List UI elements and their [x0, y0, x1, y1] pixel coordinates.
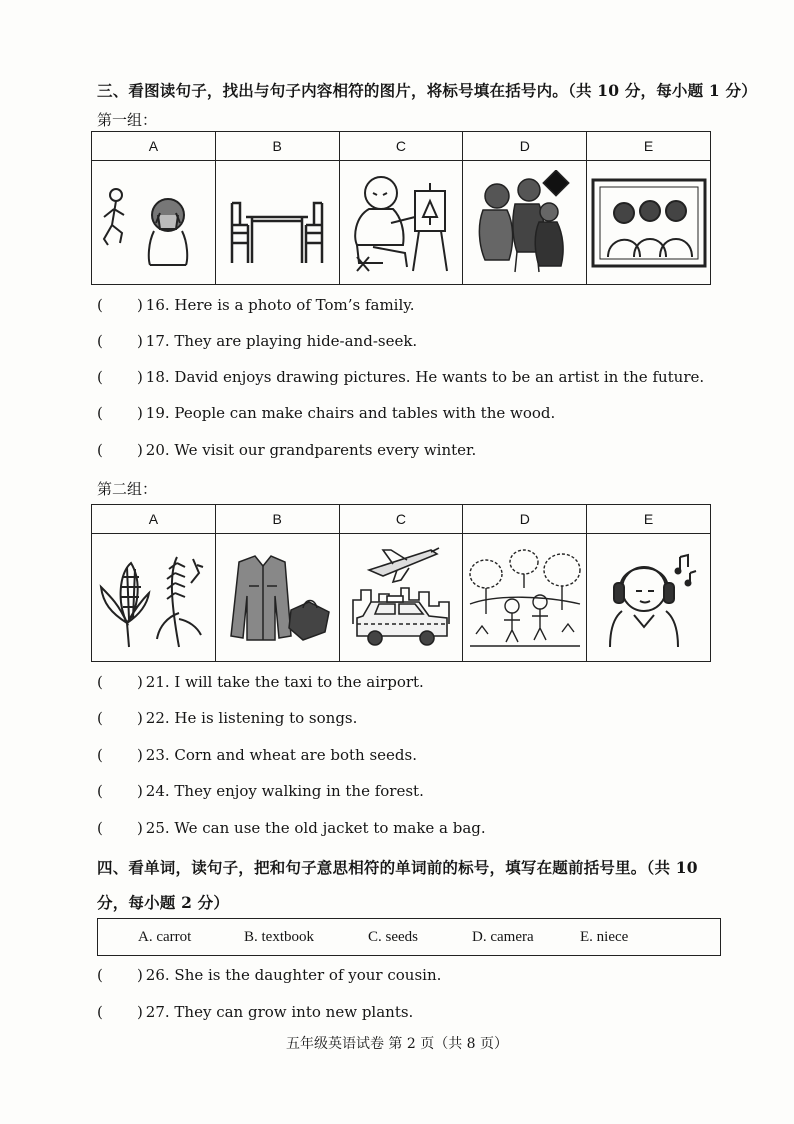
question-number: 23.	[145, 746, 170, 764]
answer-close: )	[137, 819, 143, 837]
question-23	[97, 746, 417, 766]
answer-close: )	[137, 404, 143, 422]
question-16	[97, 296, 415, 316]
section-4-title-line-1: 四、看单词，读句子，把和句子意思相符的单词前的标号，填写在题前括号里。（共 10	[97, 858, 698, 877]
grandparents-image	[463, 161, 587, 285]
group-1-picture-table	[91, 131, 711, 285]
answer-close: )	[137, 966, 143, 984]
question-text: I will take the taxi to the airport.	[174, 673, 424, 691]
word-option-b: B. textbook	[244, 929, 314, 945]
question-number: 26.	[145, 966, 170, 984]
question-24	[97, 782, 424, 802]
answer-close: )	[137, 673, 143, 691]
question-20	[97, 441, 476, 461]
word-option-a: A. carrot	[138, 929, 192, 945]
question-26	[97, 966, 441, 986]
answer-blank[interactable]: (	[97, 441, 103, 459]
corn-and-wheat-image	[92, 534, 216, 662]
question-number: 19.	[145, 404, 170, 422]
answer-close: )	[137, 368, 143, 386]
column-header: E	[587, 132, 711, 161]
answer-close: )	[137, 709, 143, 727]
question-text: They can grow into new plants.	[174, 1003, 414, 1021]
answer-close: )	[137, 1003, 143, 1021]
question-text: Corn and wheat are both seeds.	[174, 746, 417, 764]
column-header: A	[92, 132, 216, 161]
answer-blank[interactable]: (	[97, 404, 103, 422]
answer-close: )	[137, 332, 143, 350]
section-4-title-line-2: 分，每小题 2 分）	[97, 893, 230, 912]
column-header: B	[215, 505, 339, 534]
taxi-and-plane-image	[339, 534, 463, 662]
answer-close: )	[137, 441, 143, 459]
page-footer: 五年级英语试卷 第 2 页（共 8 页）	[285, 1036, 509, 1052]
question-number: 20.	[145, 441, 170, 459]
question-25	[97, 819, 486, 839]
column-header: E	[587, 505, 711, 534]
question-number: 21.	[145, 673, 170, 691]
question-21	[97, 673, 424, 693]
column-header: D	[463, 505, 587, 534]
column-header: D	[463, 132, 587, 161]
answer-blank[interactable]: (	[97, 368, 103, 386]
answer-blank[interactable]: (	[97, 709, 103, 727]
headphones-boy-image	[587, 534, 711, 662]
group-2-picture-table	[91, 504, 711, 662]
answer-blank[interactable]: (	[97, 782, 103, 800]
chairs-and-table-image	[215, 161, 339, 285]
question-text: People can make chairs and tables with the wood.	[174, 404, 556, 422]
question-text: They are playing hide-and-seek.	[174, 332, 418, 350]
question-text: They enjoy walking in the forest.	[174, 782, 424, 800]
question-number: 16.	[145, 296, 170, 314]
question-22	[97, 709, 357, 729]
question-text: We can use the old jacket to make a bag.	[174, 819, 486, 837]
section-3-title: 三、看图读句子，找出与句子内容相符的图片，将标号填在括号内。（共 10 分，每小题 1 分）	[97, 81, 757, 100]
answer-blank[interactable]: (	[97, 673, 103, 691]
column-header: C	[339, 505, 463, 534]
question-17	[97, 332, 417, 352]
question-number: 18.	[145, 368, 170, 386]
forest-walk-image	[463, 534, 587, 662]
word-option-e: E. niece	[580, 929, 629, 945]
word-option-d: D. camera	[472, 929, 534, 945]
question-text: David enjoys drawing pictures. He wants to be an artist in the future.	[174, 368, 705, 386]
question-number: 27.	[145, 1003, 170, 1021]
question-number: 17.	[145, 332, 170, 350]
question-19	[97, 404, 555, 424]
answer-blank[interactable]: (	[97, 819, 103, 837]
drawing-artist-image	[339, 161, 463, 285]
question-text: He is listening to songs.	[174, 709, 358, 727]
answer-blank[interactable]: (	[97, 1003, 103, 1021]
question-27	[97, 1003, 413, 1023]
word-option-c: C. seeds	[368, 929, 418, 945]
question-number: 22.	[145, 709, 170, 727]
answer-blank[interactable]: (	[97, 746, 103, 764]
jacket-and-bag-image	[215, 534, 339, 662]
hide-and-seek-image	[92, 161, 216, 285]
family-photo-image	[587, 161, 711, 285]
column-header: C	[339, 132, 463, 161]
answer-close: )	[137, 782, 143, 800]
answer-blank[interactable]: (	[97, 332, 103, 350]
answer-blank[interactable]: (	[97, 966, 103, 984]
word-bank-box	[97, 918, 721, 956]
answer-blank[interactable]: (	[97, 296, 103, 314]
group-1-label: 第一组：	[97, 111, 158, 129]
group-2-label: 第二组：	[97, 480, 158, 498]
question-text: She is the daughter of your cousin.	[174, 966, 442, 984]
question-number: 24.	[145, 782, 170, 800]
question-18	[97, 368, 704, 388]
column-header: A	[92, 505, 216, 534]
question-number: 25.	[145, 819, 170, 837]
question-text: Here is a photo of Tom’s family.	[174, 296, 415, 314]
answer-close: )	[137, 296, 143, 314]
column-header: B	[215, 132, 339, 161]
answer-close: )	[137, 746, 143, 764]
question-text: We visit our grandparents every winter.	[174, 441, 477, 459]
